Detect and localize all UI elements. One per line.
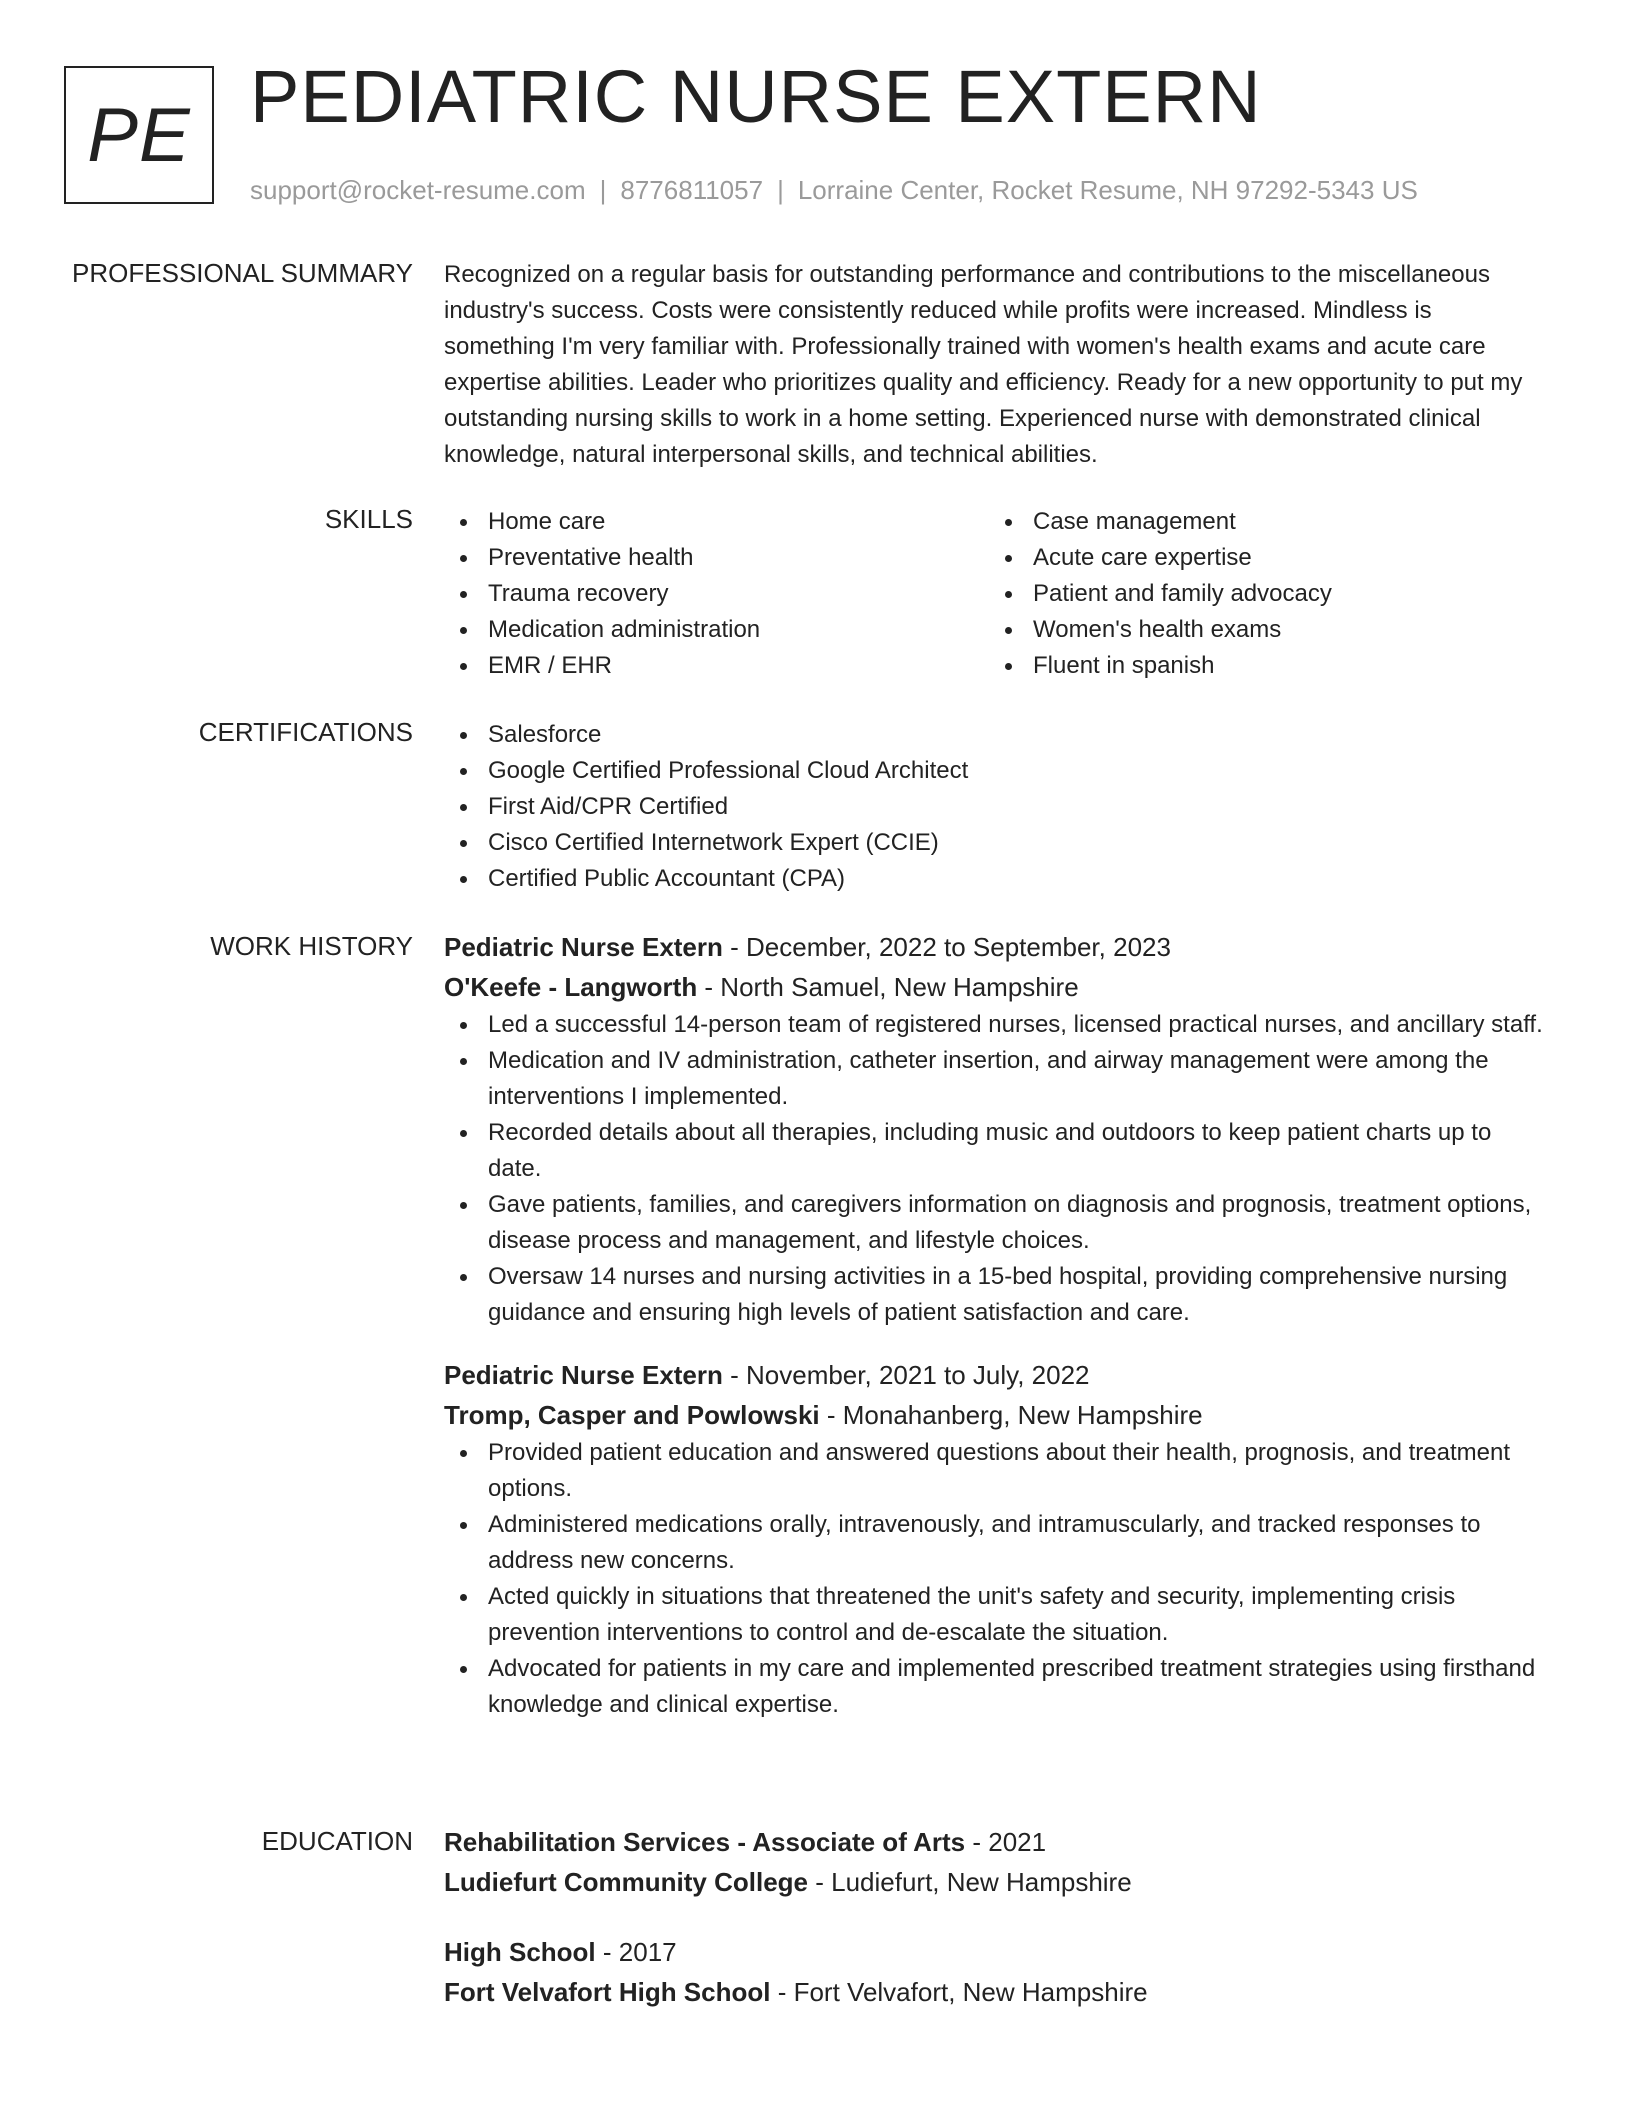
skill-item: Trauma recovery xyxy=(444,576,989,612)
education-entry xyxy=(444,1932,1544,2012)
job-duty-item: Provided patient education and answered questions about their health, prognosis, and treatment options. xyxy=(444,1435,1544,1507)
section-label-work-history: WORK HISTORY xyxy=(210,931,413,961)
skills-body xyxy=(444,504,1544,684)
skill-item: Acute care expertise xyxy=(989,540,1534,576)
education-degree: High School xyxy=(444,1937,596,1967)
monogram-logo: PE xyxy=(64,66,214,204)
education-location: - Ludiefurt, New Hampshire xyxy=(808,1867,1132,1897)
contact-phone[interactable]: 8776811057 xyxy=(620,175,764,205)
job-title-line xyxy=(444,927,1544,967)
section-label-summary: PROFESSIONAL SUMMARY xyxy=(72,258,413,288)
job-duty-item: Oversaw 14 nurses and nursing activities in a 15-bed hospital, providing comprehensive nursing guidance and ensuring high levels of patient satisfaction and care. xyxy=(444,1259,1544,1331)
education-school: Ludiefurt Community College xyxy=(444,1867,808,1897)
skills-list-left xyxy=(444,504,989,684)
job-duty-item: Advocated for patients in my care and implemented prescribed treatment strategies using firsthand knowledge and clinical expertise. xyxy=(444,1651,1544,1723)
job-employer: Tromp, Casper and Powlowski xyxy=(444,1400,820,1430)
section-label-skills: SKILLS xyxy=(324,504,413,534)
education-school-line xyxy=(444,1862,1544,1902)
skills-list-right xyxy=(989,504,1534,684)
education-degree-line xyxy=(444,1932,1544,1972)
certifications-body xyxy=(444,717,1544,897)
contact-separator: | xyxy=(599,175,607,205)
job-title-line xyxy=(444,1355,1544,1395)
skill-item: EMR / EHR xyxy=(444,648,989,684)
education-year: - 2021 xyxy=(965,1827,1047,1857)
job-title: Pediatric Nurse Extern xyxy=(444,932,723,962)
job-dates: - December, 2022 to September, 2023 xyxy=(722,932,1171,962)
skill-item: Patient and family advocacy xyxy=(989,576,1534,612)
skill-item: Fluent in spanish xyxy=(989,648,1534,684)
job-org-line xyxy=(444,1395,1544,1435)
job-duty-item: Recorded details about all therapies, including music and outdoors to keep patient charts up to date. xyxy=(444,1115,1544,1187)
job-title: Pediatric Nurse Extern xyxy=(444,1360,723,1390)
job-duties-list xyxy=(444,1435,1544,1723)
education-degree: Rehabilitation Services - Associate of Arts xyxy=(444,1827,966,1857)
education-school-line xyxy=(444,1972,1544,2012)
job-entry xyxy=(444,1355,1544,1723)
section-label-education: EDUCATION xyxy=(261,1826,413,1856)
job-org-line xyxy=(444,967,1544,1007)
education-entry xyxy=(444,1822,1544,1902)
contact-email[interactable]: support@rocket-resume.com xyxy=(250,175,586,205)
certification-item: Cisco Certified Internetwork Expert (CCIE) xyxy=(444,825,1544,861)
skill-item: Preventative health xyxy=(444,540,989,576)
contact-separator: | xyxy=(777,175,784,205)
education-year: - 2017 xyxy=(595,1937,677,1967)
education-location: - Fort Velvafort, New Hampshire xyxy=(770,1977,1148,2007)
job-entry xyxy=(444,927,1544,1331)
job-duty-item: Administered medications orally, intravenously, and intramuscularly, and tracked responses to address new concerns. xyxy=(444,1507,1544,1579)
certification-item: Google Certified Professional Cloud Architect xyxy=(444,753,1544,789)
certification-item: Salesforce xyxy=(444,717,1544,753)
skill-item: Medication administration xyxy=(444,612,989,648)
certification-item: Certified Public Accountant (CPA) xyxy=(444,861,1544,897)
section-label-certifications: CERTIFICATIONS xyxy=(198,717,413,747)
summary-text: Recognized on a regular basis for outstanding performance and contributions to the miscellaneous industry's success. Costs were consistently reduced while profits were increased. Mindless is something I'm very familiar with. Professionally trained with women's health exams and acute care expertise abilities. Leader who prioritizes quality and efficiency. Ready for a new opportunity to put my outstanding nursing skills to work in a home setting. Experienced nurse with demonstrated clinical knowledge, natural interpersonal skills, and technical abilities. xyxy=(444,261,1523,468)
job-duty-item: Medication and IV administration, catheter insertion, and airway management were among the interventions I implemented. xyxy=(444,1043,1544,1115)
education-school: Fort Velvafort High School xyxy=(444,1977,771,2007)
skill-item: Home care xyxy=(444,504,989,540)
contact-address: Lorraine Center, Rocket Resume, NH 97292-5343 US xyxy=(797,175,1418,205)
job-duty-item: Led a successful 14-person team of registered nurses, licensed practical nurses, and ancillary staff. xyxy=(444,1007,1544,1043)
certifications-list xyxy=(444,717,1544,897)
resume-title: PEDIATRIC NURSE EXTERN xyxy=(250,55,1262,138)
job-duty-item: Acted quickly in situations that threatened the unit's safety and security, implementing crisis prevention interventions to control and de-escalate the situation. xyxy=(444,1579,1544,1651)
job-employer: O'Keefe - Langworth xyxy=(444,972,698,1002)
skill-item: Case management xyxy=(989,504,1534,540)
job-dates: - November, 2021 to July, 2022 xyxy=(722,1360,1090,1390)
job-duty-item: Gave patients, families, and caregivers information on diagnosis and prognosis, treatment options, disease process and management, and lifestyle choices. xyxy=(444,1187,1544,1259)
summary-body xyxy=(444,257,1544,473)
job-location: - Monahanberg, New Hampshire xyxy=(819,1400,1203,1430)
certification-item: First Aid/CPR Certified xyxy=(444,789,1544,825)
skill-item: Women's health exams xyxy=(989,612,1534,648)
job-location: - North Samuel, New Hampshire xyxy=(697,972,1079,1002)
contact-line xyxy=(250,175,1418,206)
work-history-body xyxy=(444,927,1544,1723)
education-body xyxy=(444,1822,1544,2012)
education-degree-line xyxy=(444,1822,1544,1862)
job-duties-list xyxy=(444,1007,1544,1331)
